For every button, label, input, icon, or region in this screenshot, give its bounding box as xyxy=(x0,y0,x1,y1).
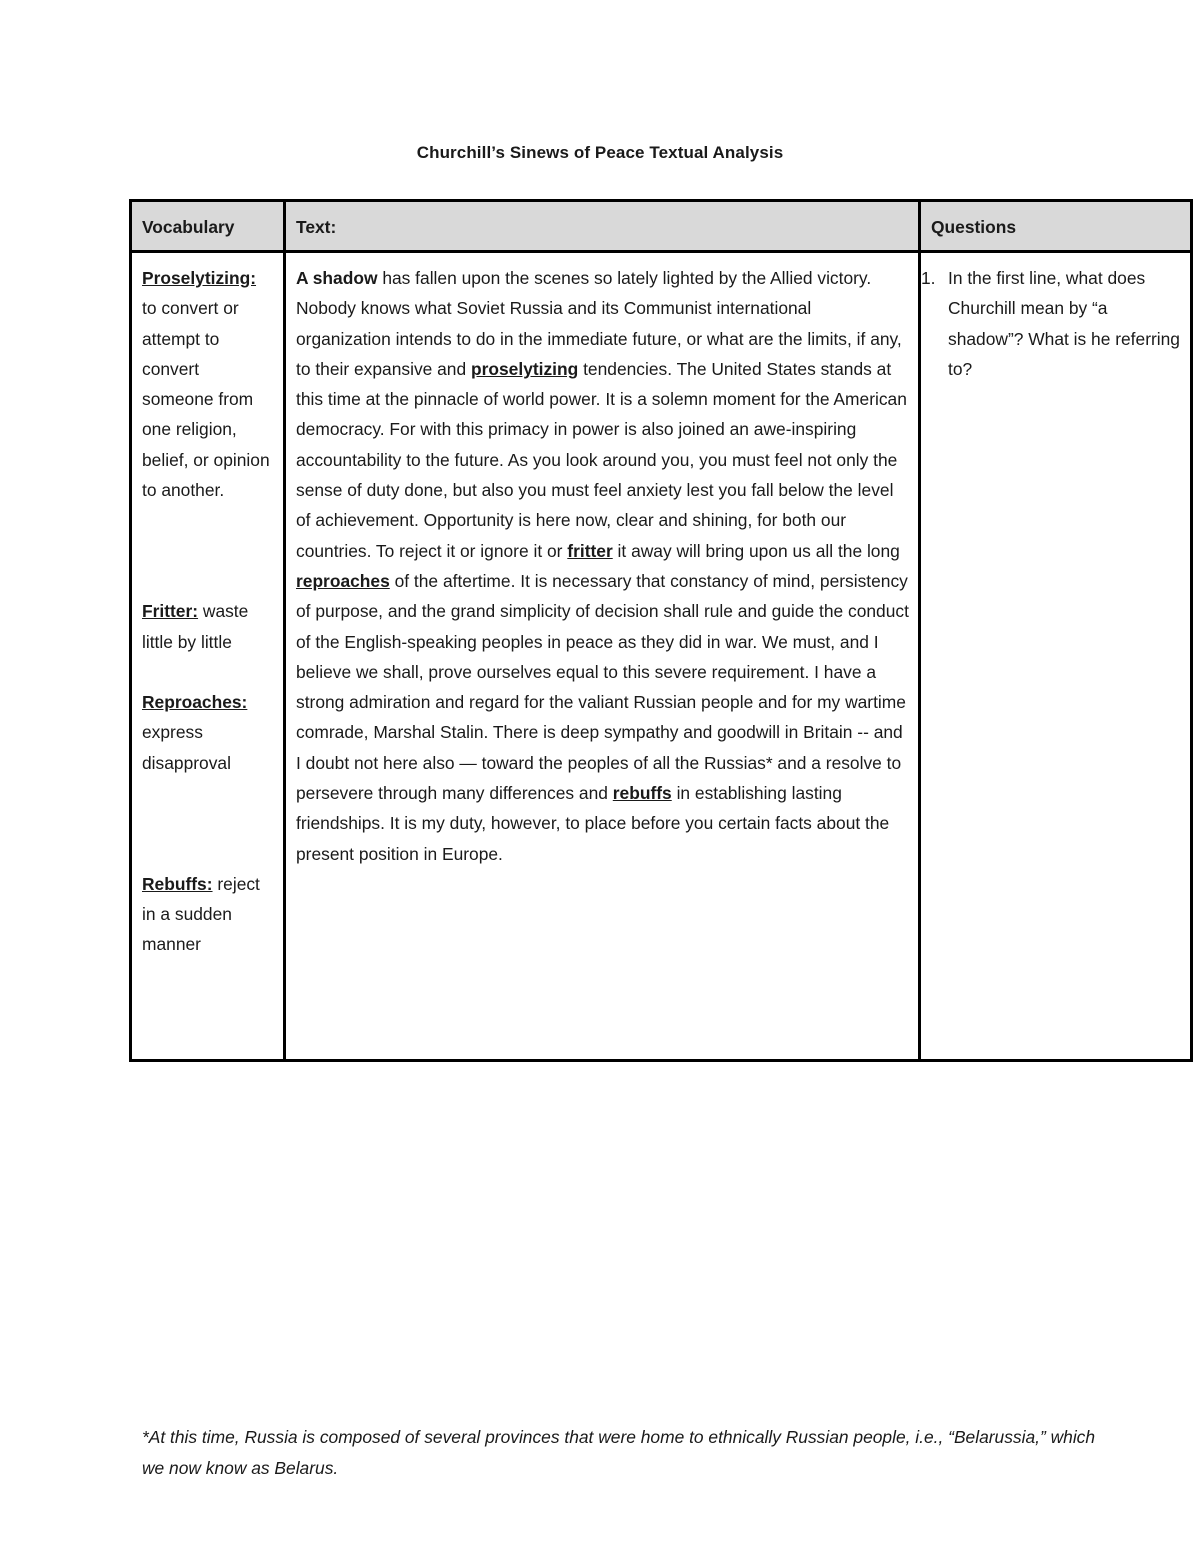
vocab-definition: reject in a sudden manner xyxy=(142,873,260,955)
passage-text: of the aftertime. It is necessary that constancy of mind, persistency of purpose, and the grand simplicity of decision shall rule and guide the conduct of the English-speaking peoples in peace as they did in war. We must, and I believe we shall, prove ourselves equal to this severe requirement. I have a strong admiration and regard for the valiant Russian people and for my wartime comrade, Marshal Stalin. There is deep sympathy and goodwill in Britain -- and I doubt not here also — toward the peoples of all the Russias* and a resolve to persevere through many differences and xyxy=(296,570,909,804)
vocab-definition: to convert or attempt to convert someone from one religion, belief, or opinion to another. xyxy=(142,298,270,501)
vocab-entry-proselytizing xyxy=(142,263,275,505)
question-text: In the first line, what does Churchill mean by “a shadow”? What is he referring to? xyxy=(948,268,1180,379)
passage-opening: A shadow xyxy=(296,268,378,288)
passage-cell xyxy=(285,252,920,1061)
question-number: 1. xyxy=(921,268,936,288)
questions-cell xyxy=(920,252,1192,1061)
passage-text: in establishing lasting friendships. It is my duty, however, to place before you certain facts about the present position in Europe. xyxy=(296,783,890,864)
document-title: Churchill’s Sinews of Peace Textual Analysis xyxy=(416,143,784,162)
header-questions: Questions xyxy=(920,201,1192,252)
vocab-definition: express disapproval xyxy=(142,722,231,773)
header-text: Text: xyxy=(285,201,920,252)
spacer xyxy=(142,505,275,596)
highlight-proselytizing: proselytizing xyxy=(471,358,579,379)
header-vocabulary: Vocabulary xyxy=(131,201,285,252)
question-item xyxy=(921,263,1182,384)
content-row xyxy=(131,252,1192,1061)
analysis-table xyxy=(129,199,1193,1062)
spacer xyxy=(142,657,275,687)
footnote: *At this time, Russia is composed of several provinces that were home to ethnically Russian people, i.e., “Belarussia,” which we now know as Belarus. xyxy=(142,1427,1096,1478)
passage-text: has fallen upon the scenes so lately lighted by the Allied victory. Nobody knows what Soviet Russia and its Communist international organization intends to do in the immediate future, or what are the limits, if any, to their expansive and xyxy=(296,268,902,379)
question-list xyxy=(921,263,1182,384)
highlight-fritter: fritter xyxy=(567,540,613,561)
vocab-term: Fritter: xyxy=(142,601,199,622)
passage-text: it away will bring upon us all the long xyxy=(612,540,900,561)
highlight-reproaches: reproaches xyxy=(296,570,390,591)
vocab-term: Proselytizing: xyxy=(142,268,257,288)
spacer xyxy=(142,778,275,869)
passage-text: tendencies. The United States stands at this time at the pinnacle of world power. It is a solemn moment for the American democracy. For with this primacy in power is also joined an awe-inspiring accountability to the future. As you look around you, you must feel not only the sense of duty done, but also you must feel anxiety lest you fall below the level of achievement. Opportunity is here now, clear and shining, for both our countries. To reject it or ignore it or xyxy=(296,358,907,561)
vocabulary-cell xyxy=(131,252,285,1061)
highlight-rebuffs: rebuffs xyxy=(612,783,672,804)
header-row xyxy=(131,201,1192,252)
vocab-definition: waste little by little xyxy=(142,601,249,652)
vocab-term: Reproaches: xyxy=(142,691,248,712)
vocab-entry-reproaches xyxy=(142,687,275,778)
vocab-term: Rebuffs: xyxy=(142,873,213,894)
vocab-entry-fritter xyxy=(142,596,275,657)
vocab-entry-rebuffs xyxy=(142,869,275,960)
